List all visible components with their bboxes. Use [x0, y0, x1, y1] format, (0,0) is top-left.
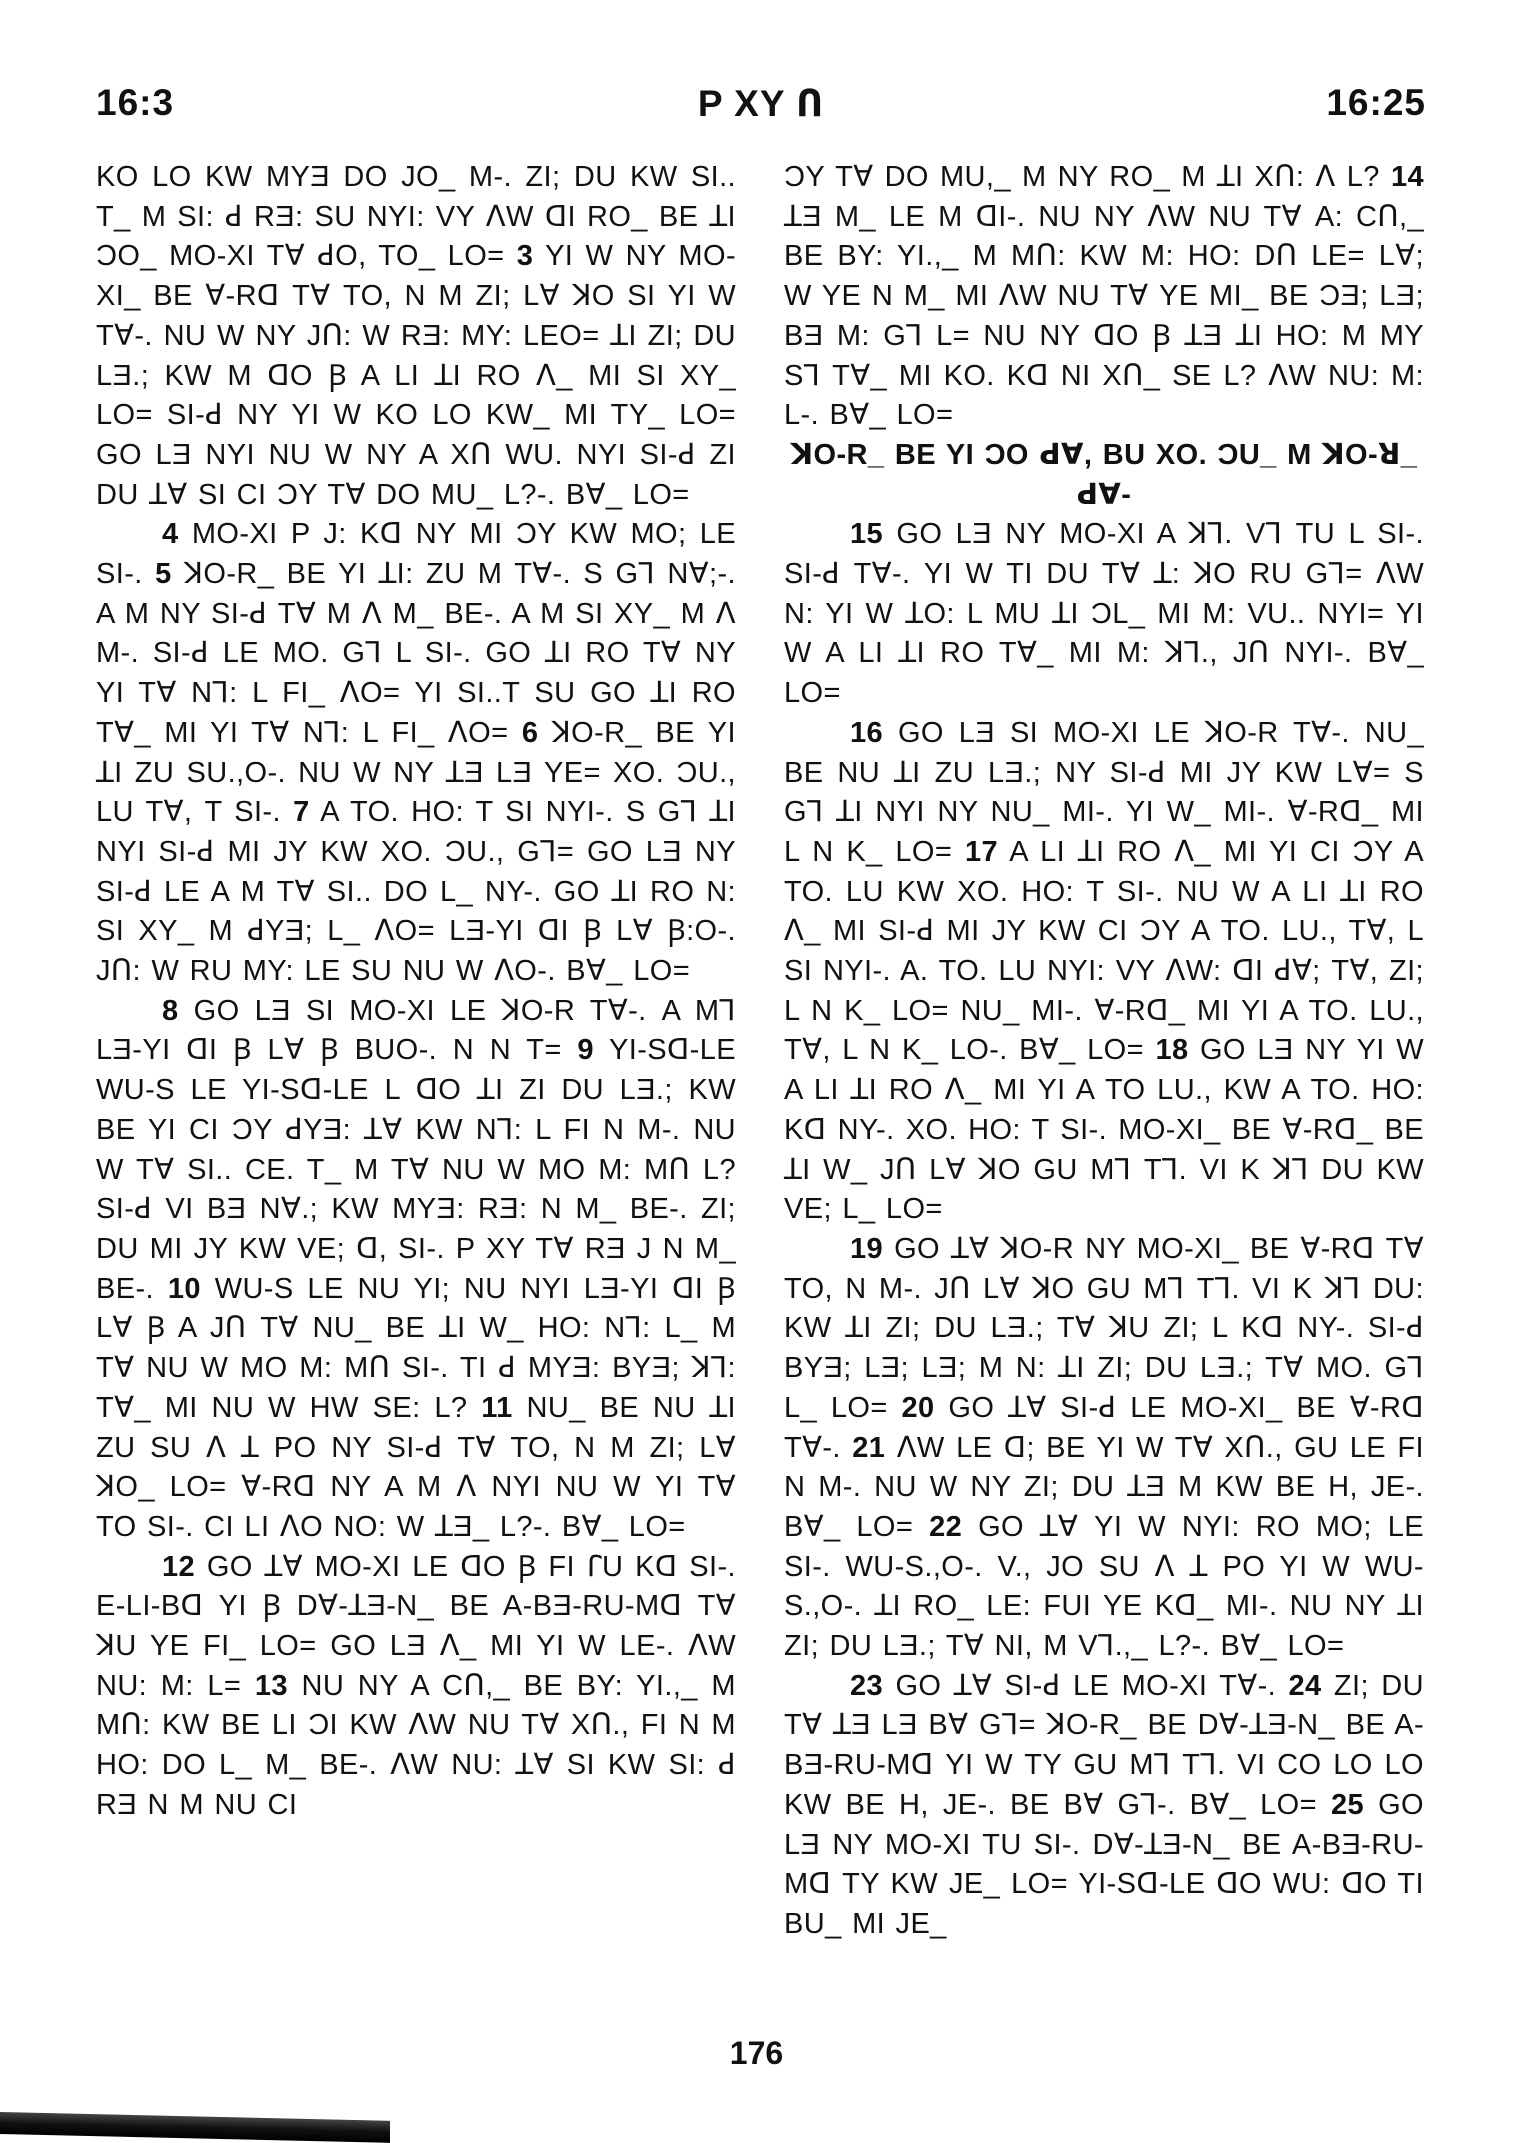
verse-number: 11 — [481, 1391, 513, 1424]
verse-text: GO ꓕꓯ YI W NYI: RO MO; LE SI-. WU-S.,O-. V., JO SU ꓥ ꓕ PO YI W WU-S.,O-. ꓕI RO_ LE: FUI YE Kꓷ_ MI-. NU NY ꓕI ZI; DU LƎ.; Tꓯ NI, M Vꓶ.,_ L?-. Bꓯ_ LO= — [784, 1510, 1424, 1663]
paragraph — [96, 1548, 736, 1826]
page-header — [96, 82, 1426, 134]
verse-number: 7 — [293, 796, 310, 829]
verse-text: GO ꓕꓯ SI-ꓒ LE MO-XI_ BE ꓯ-Rꓷ Tꓯ-. — [784, 1391, 1424, 1464]
right-column — [784, 158, 1424, 1945]
paragraph — [784, 515, 1424, 714]
verse-text: ꓥW LE ꓷ; BE YI W Tꓯ XՈ., GU LE FI N M-. NU W NY ZI; DU ꓕƎ M KW BE H, JE-. Bꓯ_ LO= — [784, 1431, 1424, 1543]
verse-number: 10 — [167, 1272, 201, 1305]
page-number: 176 — [729, 2035, 784, 2071]
verse-number: 9 — [577, 1034, 594, 1067]
verse-text: ꓘO-R_ BE YI ꓕI ZU SU.,O-. NU W NY ꓕƎ LƎ YE= XO. ƆU., LU Tꓯ, T SI-. — [96, 716, 736, 829]
verse-number: 22 — [929, 1510, 963, 1543]
verse-text: YI W NY MO-XI_ BE ꓯ-Rꓷ Tꓯ TO, N M ZI; Lꓯ ꓘO SI YI W Tꓯ-. NU W NY JՈ: W RƎ: MY: LEO= ꓕI ZI; DU LƎ.; KW M ꓷO Ꞵ A LI ꓕI RO ꓥ_ MI SI XY_ LO= SI-ꓒ NY YI W KO LO KW_ MI TY_ LO= GO LƎ NYI NU W NY A XՈ WU. NYI SI-ꓒ ZI DU ꓕꓯ SI CI ƆY Tꓯ DO MU_ L?-. Bꓯ_ LO= — [96, 240, 736, 511]
verse-number: 5 — [155, 558, 172, 591]
header-chapter-verse-end: 16:25 — [1326, 82, 1426, 123]
verse-text: GO LƎ NY MO-XI A ꓘꓶ. Vꓶ TU L SI-. SI-ꓒ Tꓯ-. YI W TI DU Tꓯ ꓕ: ꓘO RU Gꓶ= ꓥW N: YI W ꓕO: L MU ꓕI ƆL_ MI M: VU.. NYI= YI W A LI ꓕI RO Tꓯ_ MI M: ꓘꓶ., JՈ NYI-. Bꓯ_ LO= — [784, 518, 1424, 710]
paragraph — [784, 714, 1424, 1230]
header-book-title: P XY Ո — [697, 83, 825, 124]
verse-text: GO ꓕꓯ ꓘO-R NY MO-XI_ BE ꓯ-Rꓷ Tꓯ TO, N M-. JՈ Lꓯ ꓘO GU Mꓶ Tꓶ. VI K ꓘꓶ DU: KW ꓕI ZI; DU LƎ.; Tꓯ ꓘU ZI; L Kꓷ NY-. SI-ꓒ BYƎ; LƎ; LƎ; M N: ꓕI ZI; DU LƎ.; Tꓯ MO. Gꓶ L_ LO= — [784, 1232, 1424, 1424]
scan-edge-shadow — [0, 2112, 390, 2143]
verse-text: NU_ BE NU ꓕI ZU SU ꓥ ꓕ PO NY SI-ꓒ Tꓯ TO, N M ZI; Lꓯ ꓘO_ LO= ꓯ-Rꓷ NY A M ꓥ NYI NU W YI Tꓯ TO SI-. CI LI ꓥO NO: W ꓕƎ_ L?-. Bꓯ_ LO= — [96, 1391, 736, 1543]
paragraph — [96, 515, 736, 991]
verse-number: 16 — [850, 716, 884, 749]
verse-text: GO LƎ SI MO-XI LE ꓘO-R Tꓯ-. NU_ BE NU ꓕI ZU LƎ.; NY SI-ꓒ MI JY KW Lꓯ= S Gꓶ ꓕI NYI NY NU_ MI-. YI W_ MI-. ꓯ-Rꓷ_ MI L N K_ LO= — [784, 716, 1424, 868]
verse-text: ƆY Tꓯ DO MU,_ M NY RO_ M ꓕI XՈ: ꓥ L? — [784, 161, 1380, 193]
verse-number: 18 — [1155, 1034, 1189, 1067]
verse-number: 6 — [521, 716, 539, 749]
verse-number: 3 — [516, 240, 534, 273]
verse-text: GO LƎ SI MO-XI LE ꓘO-R Tꓯ-. A Mꓶ LƎ-YI ꓷI Ꞵ Lꓯ Ꞵ BUO-. N N T= — [96, 994, 736, 1067]
verse-number: 25 — [1330, 1788, 1365, 1821]
paragraph — [96, 158, 736, 515]
verse-number: 23 — [850, 1669, 884, 1702]
paragraph — [784, 1230, 1424, 1667]
verse-number: 8 — [162, 994, 179, 1027]
verse-number: 14 — [1390, 161, 1424, 193]
verse-text: ZI; DU Tꓯ ꓕƎ LƎ Bꓯ Gꓶ= ꓘO-R_ BE Dꓯ-ꓕƎ-N_ BE A-BƎ-RU-Mꓷ YI W TY GU Mꓶ Tꓶ. VI CO LO LO KW BE H, JE-. BE Bꓯ Gꓶ-. Bꓯ_ LO= — [784, 1669, 1424, 1821]
verse-number: 19 — [850, 1232, 884, 1265]
section-heading: ꓘO-R_ BE YI ƆO ꓒꓯ, BU XO. ƆU_ M ꓘO-ꓤ_ ꓒꓯ- — [790, 438, 1418, 511]
verse-text: GO LƎ NY MO-XI TU SI-. Dꓯ-ꓕƎ-N_ BE A-BƎ-RU-Mꓷ TY KW JE_ LO= YI-Sꓷ-LE ꓷO WU: ꓷO TI BU_ MI JE_ — [784, 1788, 1424, 1940]
header-chapter-verse-start: 16:3 — [96, 82, 175, 123]
verse-number: 12 — [162, 1550, 196, 1583]
verse-number: 17 — [964, 835, 999, 868]
verse-number: 24 — [1288, 1669, 1322, 1702]
paragraph — [784, 158, 1424, 436]
verse-text: ꓘO-R_ BE YI ꓕI: ZU M Tꓯ-. S Gꓶ Nꓯ;-. A M NY SI-ꓒ Tꓯ M ꓥ M_ BE-. A M SI XY_ M ꓥ M-. SI-ꓒ LE MO. Gꓶ L SI-. GO ꓕI RO Tꓯ NY YI Tꓯ Nꓶ: L FI_ ꓥO= YI SI..T SU GO ꓕI RO Tꓯ_ MI YI Tꓯ Nꓶ: L FI_ ꓥO= — [96, 558, 736, 749]
verse-text: ꓕƎ M_ LE M ꓷI-. NU NY ꓥW NU Tꓯ A: CՈ,_ BE BY: YI.,_ M MՈ: KW M: HO: DՈ LE= Lꓯ; W YE N M_ MI ꓥW NU Tꓯ YE MI_ BE ƆƎ; LƎ; BƎ M: Gꓶ L= NU NY ꓷO Ꞵ ꓕƎ ꓕI HO: M MY Sꓶ Tꓯ_ MI KO. Kꓷ NI XՈ_ SE L? ꓥW NU: M: L-. Bꓯ_ LO= — [784, 200, 1424, 432]
verse-text: A TO. HO: T SI NYI-. S Gꓶ ꓕI NYI SI-ꓒ MI JY KW XO. ƆU., Gꓶ= GO LƎ NY SI-ꓒ LE A M Tꓯ SI.. DO L_ NY-. GO ꓕI RO N: SI XY_ M ꓒYƎ; L_ ꓥO= LƎ-YI ꓷI Ꞵ Lꓯ Ꞵ:O-. JՈ: W RU MY: LE SU NU W ꓥO-. Bꓯ_ LO= — [96, 796, 736, 988]
paragraph — [784, 1667, 1424, 1945]
verse-text: NU NY A CՈ,_ BE BY: YI.,_ M MՈ: KW BE LI ƆI KW ꓥW NU Tꓯ XՈ., FI N M HO: DO L_ M_ BE-. ꓥW NU: ꓕꓯ SI KW SI: ꓒ RƎ N M NU CI — [96, 1669, 736, 1821]
verse-text: WU-S LE NU YI; NU NYI LƎ-YI ꓷI Ꞵ Lꓯ Ꞵ A JՈ Tꓯ NU_ BE ꓕI W_ HO: Nꓶ: L_ M Tꓯ NU W MO M: MՈ SI-. TI ꓒ MYƎ: BYƎ; ꓘꓶ: Tꓯ_ MI NU W HW SE: L? — [96, 1272, 736, 1424]
verse-number: 21 — [852, 1431, 886, 1464]
verse-text: YI-Sꓷ-LE WU-S LE YI-Sꓷ-LE L ꓷO ꓕI ZI DU LƎ.; KW BE YI CI ƆY ꓒYƎ: ꓕꓯ KW Nꓶ: L FI N M-. NU W Tꓯ SI.. CE. T_ M Tꓯ NU W MO M: MՈ L? SI-ꓒ VI BƎ Nꓯ.; KW MYƎ: RƎ: N M_ BE-. ZI; DU MI JY KW VE; ꓷ, SI-. P XY Tꓯ RƎ J N M_ BE-. — [96, 1034, 736, 1305]
verse-number: 15 — [850, 518, 884, 551]
left-column — [96, 158, 736, 1826]
verse-text: GO ꓕꓯ SI-ꓒ LE MO-XI Tꓯ-. — [895, 1669, 1277, 1702]
verse-text: GO ꓕꓯ MO-XI LE ꓷO Ꞵ FI ꓩU Kꓷ SI-. E-LI-Bꓷ YI Ꞵ Dꓯ-ꓕƎ-N_ BE A-BƎ-RU-Mꓷ Tꓯ ꓘU YE FI_ LO= GO LƎ ꓥ_ MI YI W LE-. ꓥW NU: M: L= — [96, 1550, 736, 1702]
verse-number: 4 — [162, 518, 179, 551]
verse-text: A LI ꓕI RO ꓥ_ MI YI CI ƆY A TO. LU KW XO. HO: T SI-. NU W A LI ꓕI RO ꓥ_ MI SI-ꓒ MI JY KW CI ƆY A TO. LU., Tꓯ, L SI NYI-. A. TO. LU NYI: VY ꓥW: ꓷI ꓒꓯ; Tꓯ, ZI; L N K_ LO= NU_ MI-. ꓯ-Rꓷ_ MI YI A TO. LU., Tꓯ, L N K_ LO-. Bꓯ_ LO= — [784, 835, 1425, 1067]
verse-text: MO-XI P J: Kꓷ NY MI ƆY KW MO; LE SI-. — [96, 518, 736, 591]
verse-number: 13 — [254, 1669, 288, 1702]
verse-number: 20 — [901, 1391, 935, 1424]
paragraph — [96, 992, 736, 1548]
verse-text: KO LO KW MYƎ DO JO_ M-. ZI; DU KW SI.. T_ M SI: ꓒ RƎ: SU NYI: VY ꓥW ꓷI RO_ BE ꓕI ƆO_ MO-XI Tꓯ ꓒO, TO_ LO= — [96, 161, 736, 273]
verse-text: GO LƎ NY YI W A LI ꓕI RO ꓥ_ MI YI A TO LU., KW A TO. HO: Kꓷ NY-. XO. HO: T SI-. MO-XI_ BE ꓯ-Rꓷ_ BE ꓕI W_ JՈ Lꓯ ꓘO GU Mꓶ Tꓶ. VI K ꓘꓶ DU KW VE; L_ LO= — [784, 1034, 1424, 1226]
